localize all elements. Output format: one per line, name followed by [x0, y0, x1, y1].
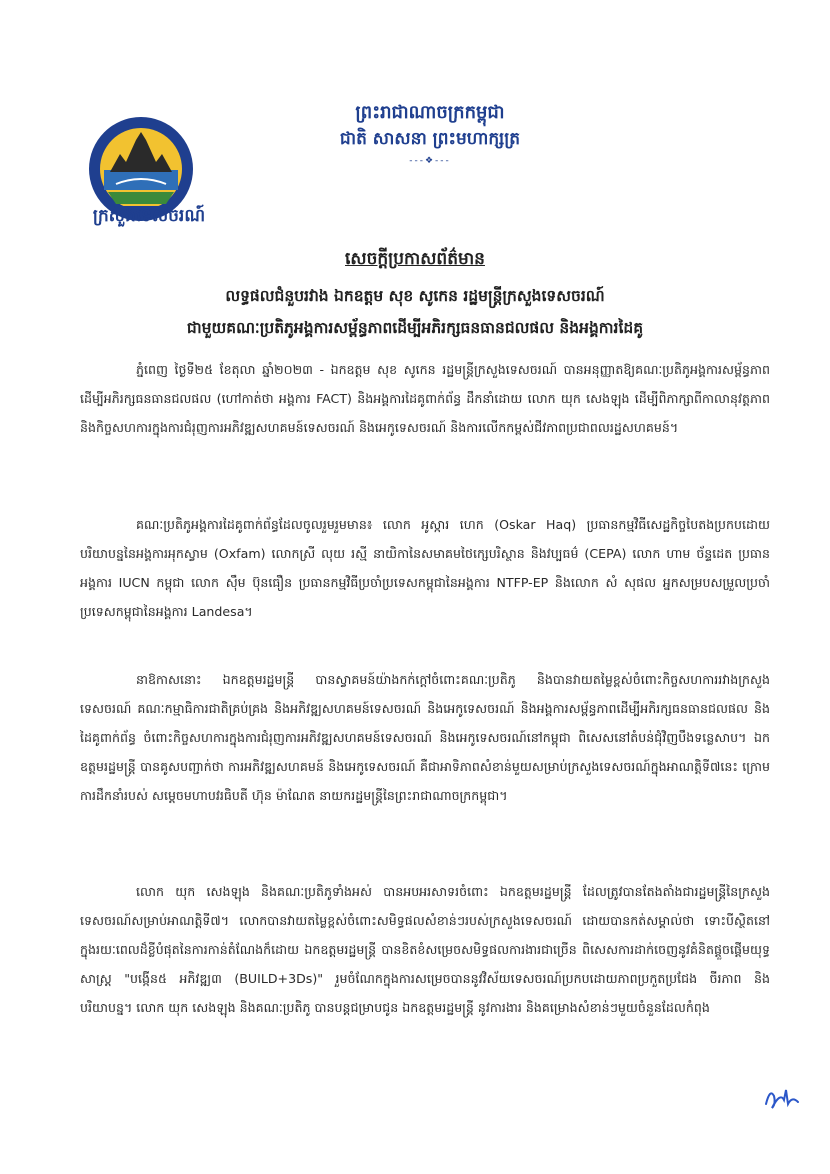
- header-ornament: ---❖---: [409, 156, 451, 166]
- national-header: [300, 100, 560, 166]
- paragraph-text: លោក យុក សេងឡុង និងគណៈប្រតិភូទាំងអស់ បានអបអរសាទរចំពោះ ឯកឧត្តមរដ្ឋមន្ត្រី ដែលត្រូវបានតែងតាំងជារដ្ឋមន្ត្រីនៃក្រសួងទេសចរណ៍សម្រាប់អាណត្តិទី៧។ លោកបានវាយតម្លៃខ្ពស់ចំពោះសមិទ្ធផលសំខាន់ៗរបស់ក្រសួងទេសចរណ៍ ដោយបានកត់សម្គាល់ថា ទោះបីស្ថិតនៅក្នុងរយៈពេលដ៏ខ្លីបំផុតនៃការកាន់តំណែងក៏ដោយ ឯកឧត្តមរដ្ឋមន្ត្រី បានខិតខំសម្រេចសមិទ្ធផលការងារជាច្រើន ពិសេសការដាក់ចេញនូវគំនិតផ្តួចផ្តើមយុទ្ធសាស្ត្រ "បង្កើន៥ អភិវឌ្ឍ៣ (BUILD+3Ds)" រួមចំណែកក្នុងការសម្រេចបាននូវវិស័យទេសចរណ៍ប្រកបដោយភាពប្រកួតប្រជែង ចីរភាព និងបរិយាបន្ន។ លោក យុក សេងឡុង និងគណៈប្រតិភូ បានបន្តជម្រាបជូន ឯកឧត្តមរដ្ឋមន្ត្រី នូវការងារ និងគម្រោងសំខាន់ៗមួយចំនួនដែលកំពុង: [80, 884, 770, 1015]
- national-motto: ជាតិ សាសនា ព្រះមហាក្សត្រ: [339, 129, 521, 149]
- paragraph-4: [80, 877, 770, 1022]
- handwritten-initials: [762, 1082, 802, 1114]
- document-subtitle-line-1: លទ្ធផលជំនួបរវាង ឯកឧត្តម សុខ សូកេន រដ្ឋមន្ត្រីក្រសួងទេសចរណ៍: [225, 286, 605, 305]
- document-subtitle-line-2: ជាមួយគណៈប្រតិភូអង្គការសម្ព័ន្ធភាពដើម្បីអភិរក្សធនធានជលផល និងអង្គការដៃគូ: [186, 318, 644, 337]
- paragraph-2: [80, 510, 770, 626]
- paragraph-1: [80, 355, 770, 442]
- paragraph-text: នាឱកាសនោះ ឯកឧត្តមរដ្ឋមន្ត្រី បានស្វាគមន៍យ៉ាងកក់ក្តៅចំពោះគណៈប្រតិភូ និងបានវាយតម្លៃខ្ពស់ចំពោះកិច្ចសហការរវាងក្រសួងទេសចរណ៍ គណៈកម្មាធិការជាតិគ្រប់គ្រង និងអភិវឌ្ឍសហគមន៍ទេសចរណ៍ និងអេកូទេសចរណ៍ និងអង្គការសម្ព័ន្ធភាពដើម្បីអភិរក្សធនធានជលផល និងដៃគូពាក់ព័ន្ធ ចំពោះកិច្ចសហការក្នុងការជំរុញការអភិវឌ្ឍសហគមន៍ទេសចរណ៍ និងអេកូទេសចរណ៍នៅកម្ពុជា ពិសេសនៅតំបន់ជុំវិញបឹងទន្លេសាប។ ឯកឧត្តមរដ្ឋមន្ត្រី បានគូសបញ្ជាក់ថា ការអភិវឌ្ឍសហគមន៍ និងអេកូទេសចរណ៍ គឺជាអាទិភាពសំខាន់មួយសម្រាប់ក្រសួងទេសចរណ៍ក្នុងអាណត្តិទី៧នេះ ក្រោមការដឹកនាំរបស់ សម្តេចមហាបវរធិបតី ហ៊ុន ម៉ាណែត នាយករដ្ឋមន្ត្រីនៃព្រះរាជាណាចក្រកម្ពុជា។: [80, 672, 770, 803]
- paragraph-3: [80, 665, 770, 810]
- paragraph-text: គណៈប្រតិភូអង្គការដៃគូពាក់ព័ន្ធដែលចូលរួមរួមមាន៖ លោក អូស្ការ ហេក (Oskar Haq) ប្រធានកម្មវិធីសេដ្ឋកិច្ចបៃតងប្រកបដោយបរិយាបន្ននៃអង្គការអុកស្វាម (Oxfam) លោកស្រី លុយ រស្មី នាយិកានៃសមាគមថៃក្សេបរិស្ថាន និងវប្បធម៌ (CEPA) លោក ហាម ច័ន្ទដេត ប្រធានអង្គការ IUCN កម្ពុជា លោក ស៊ឹម ប៊ុនធឿន ប្រធានកម្មវិធីប្រចាំប្រទេសកម្ពុជានៃអង្គការ NTFP-EP និងលោក សំ សុផល អ្នកសម្របសម្រួលប្រចាំប្រទេសកម្ពុជានៃអង្គការ Landesa។: [80, 517, 770, 619]
- ministry-name: ក្រសួងទេសចរណ៍: [92, 206, 206, 226]
- kingdom-title: ព្រះរាជាណាចក្រកម្ពុជា: [355, 102, 505, 123]
- paragraph-text: ភ្នំពេញ ថ្ងៃទី២៥ ខែតុលា ឆ្នាំ២០២៣ - ឯកឧត្តម សុខ សូកេន រដ្ឋមន្ត្រីក្រសួងទេសចរណ៍ បានអនុញ្ញាតឱ្យគណៈប្រតិភូអង្គការសម្ព័ន្ធភាពដើម្បីអភិរក្សធនធានជលផល (ហៅកាត់ថា អង្គការ FACT) និងអង្គការដៃគូពាក់ព័ន្ធ ដឹកនាំដោយ លោក យុក សេងឡុង ដើម្បីពិភាក្សាពីកាលានុវត្តភាព និងកិច្ចសហការក្នុងការជំរុញការអភិវឌ្ឍសហគមន៍ទេសចរណ៍ និងអេកូទេសចរណ៍ និងការលើកកម្ពស់ជីវភាពប្រជាពលរដ្ឋសហគមន៍។: [80, 362, 770, 435]
- document-title: សេចក្តីប្រកាសព័ត៌មាន: [345, 249, 485, 269]
